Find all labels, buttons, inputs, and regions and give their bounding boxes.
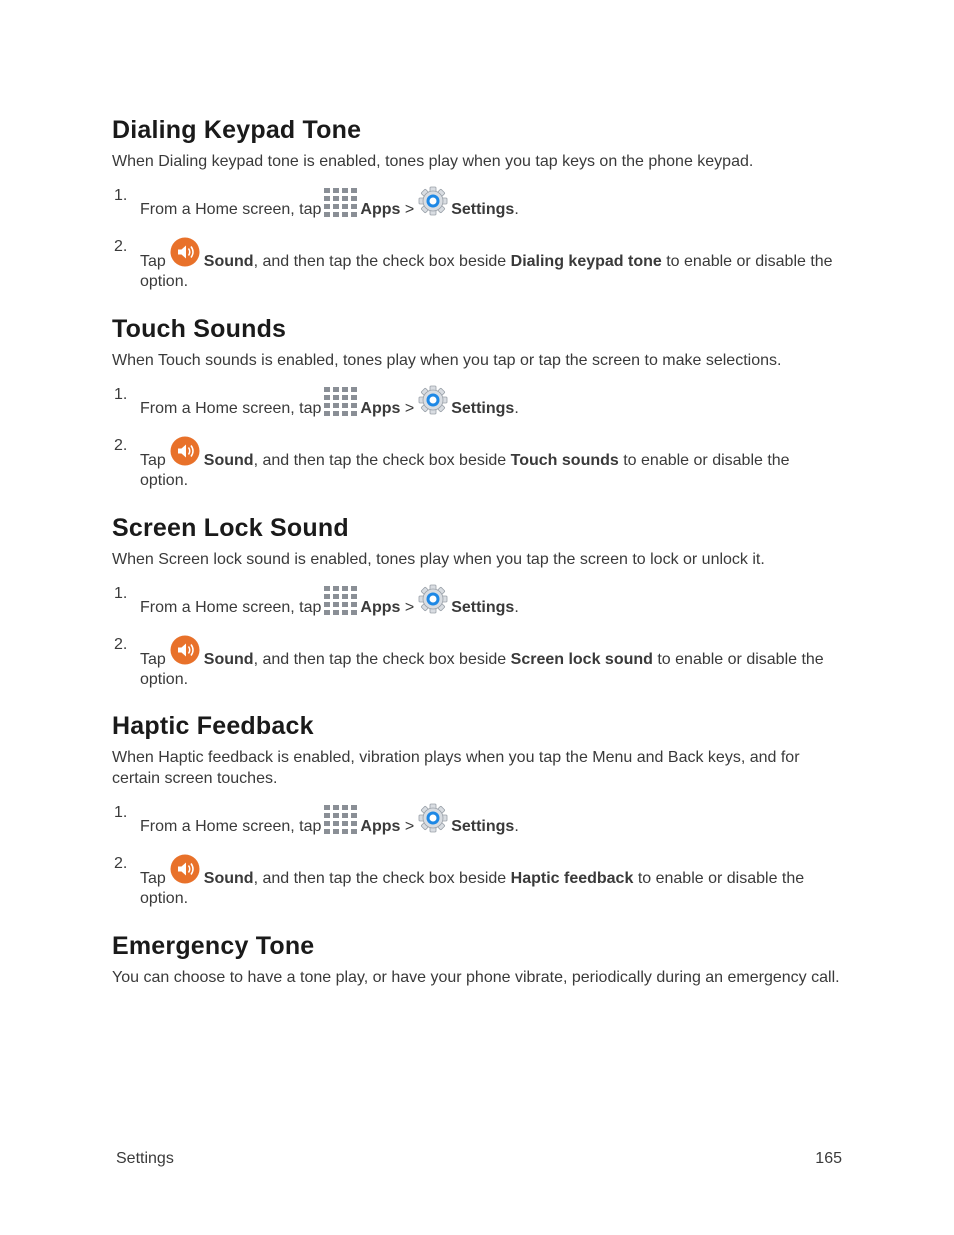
step-text: , and then tap the check box beside <box>253 253 507 270</box>
settings-label: Settings <box>451 201 515 218</box>
step-text: to enable or disable the option. <box>140 651 824 688</box>
step-number: 1. <box>114 386 128 403</box>
footer-page-number: 165 <box>815 1150 842 1167</box>
steps-list <box>112 385 842 491</box>
step-1 <box>112 803 842 837</box>
step-text: Tap <box>140 253 166 270</box>
sound-speaker-icon <box>170 237 200 267</box>
period: . <box>514 201 519 218</box>
separator: > <box>404 201 415 218</box>
option-name: Screen lock sound <box>510 651 653 668</box>
section-intro: When Touch sounds is enabled, tones play when you tap or tap the screen to make selections. <box>112 352 782 369</box>
step-text: Tap <box>140 870 166 887</box>
section-emergency-tone <box>112 931 842 988</box>
section-haptic-feedback <box>112 711 842 909</box>
step-text: to enable or disable the option. <box>140 253 833 290</box>
step-text: From a Home screen, tap <box>140 818 322 835</box>
option-name: Touch sounds <box>510 452 619 469</box>
step-text: Tap <box>140 452 166 469</box>
apps-label: Apps <box>360 400 401 417</box>
step-2 <box>112 436 842 491</box>
apps-grid-icon <box>323 585 358 615</box>
settings-label: Settings <box>451 599 515 616</box>
step-text: From a Home screen, tap <box>140 400 322 417</box>
apps-grid-icon <box>323 386 358 416</box>
sound-label: Sound <box>203 253 254 270</box>
section-touch-sounds <box>112 314 842 491</box>
apps-label: Apps <box>360 599 401 616</box>
step-number: 1. <box>114 804 128 821</box>
sound-label: Sound <box>203 452 254 469</box>
section-heading: Screen Lock Sound <box>112 514 349 542</box>
step-1 <box>112 584 842 618</box>
step-1 <box>112 186 842 220</box>
step-number: 2. <box>114 437 128 454</box>
step-number: 2. <box>114 636 128 653</box>
step-number: 2. <box>114 238 128 255</box>
section-intro: You can choose to have a tone play, or have your phone vibrate, periodically during an emergency call. <box>112 969 840 986</box>
step-text: , and then tap the check box beside <box>253 870 507 887</box>
step-number: 2. <box>114 855 128 872</box>
step-text: to enable or disable the option. <box>140 452 790 489</box>
separator: > <box>404 599 415 616</box>
separator: > <box>404 818 415 835</box>
section-intro: When Dialing keypad tone is enabled, tones play when you tap keys on the phone keypad. <box>112 153 754 170</box>
sound-speaker-icon <box>170 436 200 466</box>
step-2 <box>112 854 842 909</box>
settings-gear-icon <box>418 803 448 833</box>
sound-speaker-icon <box>170 854 200 884</box>
settings-gear-icon <box>418 186 448 216</box>
period: . <box>514 599 519 616</box>
section-heading: Emergency Tone <box>112 932 315 960</box>
step-text: From a Home screen, tap <box>140 599 322 616</box>
steps-list <box>112 584 842 690</box>
section-intro: When Screen lock sound is enabled, tones play when you tap the screen to lock or unlock it. <box>112 551 765 568</box>
step-number: 1. <box>114 585 128 602</box>
sound-label: Sound <box>203 651 254 668</box>
apps-grid-icon <box>323 187 358 217</box>
step-text: to enable or disable the option. <box>140 870 805 907</box>
step-2 <box>112 237 842 292</box>
section-heading: Dialing Keypad Tone <box>112 116 362 144</box>
sound-speaker-icon <box>170 635 200 665</box>
steps-list <box>112 803 842 909</box>
settings-label: Settings <box>451 818 515 835</box>
section-screen-lock-sound <box>112 513 842 690</box>
separator: > <box>404 400 415 417</box>
period: . <box>514 400 519 417</box>
option-name: Haptic feedback <box>510 870 634 887</box>
footer-section-name: Settings <box>116 1150 174 1167</box>
apps-grid-icon <box>323 804 358 834</box>
steps-list <box>112 186 842 292</box>
settings-label: Settings <box>451 400 515 417</box>
settings-gear-icon <box>418 584 448 614</box>
settings-gear-icon <box>418 385 448 415</box>
step-number: 1. <box>114 187 128 204</box>
apps-label: Apps <box>360 201 401 218</box>
step-text: From a Home screen, tap <box>140 201 322 218</box>
section-dialing-keypad-tone <box>112 115 842 292</box>
sound-label: Sound <box>203 870 254 887</box>
step-text: , and then tap the check box beside <box>253 651 507 668</box>
step-2 <box>112 635 842 690</box>
section-heading: Touch Sounds <box>112 315 287 343</box>
step-1 <box>112 385 842 419</box>
apps-label: Apps <box>360 818 401 835</box>
period: . <box>514 818 519 835</box>
step-text: , and then tap the check box beside <box>253 452 507 469</box>
option-name: Dialing keypad tone <box>510 253 662 270</box>
step-text: Tap <box>140 651 166 668</box>
section-intro: When Haptic feedback is enabled, vibration plays when you tap the Menu and Back keys, and for certain screen touches. <box>112 749 800 787</box>
section-heading: Haptic Feedback <box>112 712 314 740</box>
